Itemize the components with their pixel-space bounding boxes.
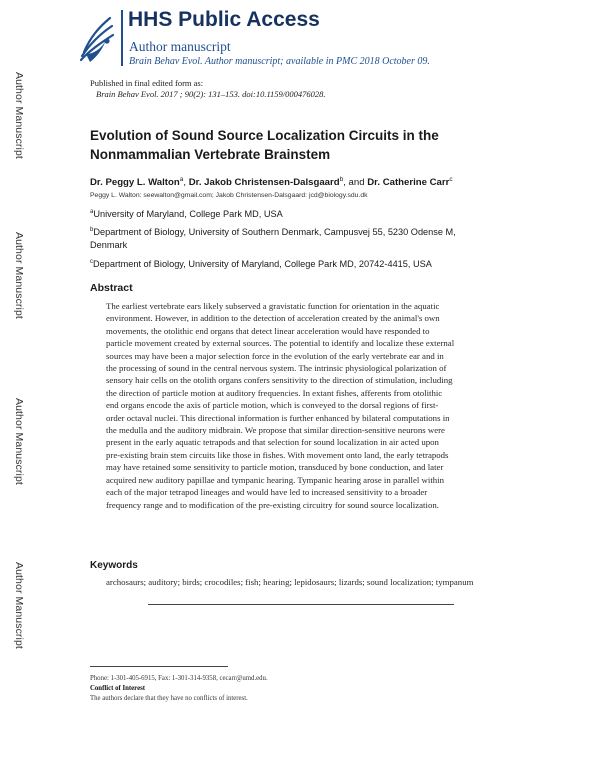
abstract-line: sensory hair cells on the otolith organs confers sensitivity to the direction of stimulation, including <box>106 375 453 386</box>
author-list: Dr. Peggy L. Walton$^a$, Dr. Jakob Christensen-Dalsgaard$^b$, and Dr. Catherine Carr$^c$ <box>90 176 453 189</box>
author-emails: Peggy L. Walton: seewalton@gmail.com; Jakob Christensen-Dalsgaard: jcd@biology.sdu.dk <box>90 192 368 199</box>
abstract-line: present in the early aquatic tetrapods and that selection for sound localization in air acted upon <box>106 437 439 448</box>
abstract-line: pre-existing brain stem circuits like those in fishes. With movement onto land, the early tetrapods <box>106 449 449 460</box>
keywords-heading: Keywords <box>90 560 138 571</box>
abstract-line: sources may have been a major selection force in the evolution of the early vertebrate ear and in <box>106 350 444 361</box>
abstract-line: the medulla and the auditory midbrain. We propose that similar direction-sensitive neurons were <box>106 425 445 436</box>
abstract-line: order octaval nuclei. This directional information is further enhanced by bilateral computations in <box>106 412 450 423</box>
hhs-eagle-logo-icon <box>76 8 118 66</box>
author-name: Dr. Peggy L. Walton <box>90 177 180 189</box>
author-manuscript-label-3: Author Manuscript <box>13 398 25 485</box>
publication-label: Published in final edited form as: <box>90 78 204 88</box>
abstract-line: particle movement created by external sources. The potential to identify and localize these external <box>106 338 455 349</box>
author-affiliation-mark: c <box>449 176 453 183</box>
publication-citation: Brain Behav Evol. 2017 ; 90(2): 131–153. doi:10.1159/000476028. <box>96 89 326 99</box>
author-manuscript-label-4: Author Manuscript <box>13 562 25 649</box>
contact-info: Phone: 1-301-405-6915, Fax: 1-301-314-9358, cecarr@umd.edu. <box>90 675 268 682</box>
footnotes <box>90 674 268 704</box>
hhs-title: HHS Public Access <box>128 8 320 31</box>
hhs-subtitle: Author manuscript <box>129 39 231 54</box>
affiliation-a: $^a$University of Maryland, College Park MD, USA <box>90 209 283 220</box>
keywords-divider <box>148 604 454 605</box>
footnote-divider <box>90 666 228 667</box>
abstract-line: movements, the otolithic end organs that detect linear acceleration would have responded to <box>106 325 430 336</box>
article-title: Evolution of Sound Source Localization Circuits in the Nonmammalian Vertebrate Brainstem <box>90 128 439 162</box>
abstract-line: each of the major tetrapod lineages and would have led to increased sensitivity to a broader <box>106 487 428 498</box>
author-manuscript-label-2: Author Manuscript <box>13 232 25 319</box>
abstract-heading: Abstract <box>90 282 133 294</box>
abstract-line: end organs encode the axis of particle motion, which is conveyed to the dorsal regions of first- <box>106 400 439 411</box>
conflict-statement: The authors declare that they have no conflicts of interest. <box>90 695 248 702</box>
affiliation-b: $^b$Department of Biology, University of Southern Denmark, Campusvej 55, 5230 Odense M, Denmark <box>90 227 456 251</box>
publication-note <box>90 78 326 100</box>
author-name: Dr. Jakob Christensen-Dalsgaard <box>188 177 340 189</box>
abstract-line: the processing of sound in the central nervous system. The intrinsic physiological polarization of <box>106 363 447 374</box>
abstract-line: the direction of particle motion at auditory frequencies. In extant fishes, afferents from otolithic <box>106 387 443 398</box>
conflict-heading: Conflict of Interest <box>90 685 145 692</box>
author-name: Dr. Catherine Carr <box>367 177 450 189</box>
abstract-body <box>106 300 520 511</box>
journal-availability: Brain Behav Evol. Author manuscript; available in PMC 2018 October 09. <box>129 56 430 67</box>
keywords-list: archosaurs; auditory; birds; crocodiles; fish; hearing; lepidosaurs; lizards; sound localization; tympanum <box>106 577 474 587</box>
author-affiliation-mark: a <box>179 176 184 183</box>
abstract-line: frequency range and to modification of the pre-existing circuitry for sound source localization. <box>106 499 439 510</box>
author-affiliation-mark: b <box>339 176 344 183</box>
author-manuscript-label-1: Author Manuscript <box>13 72 25 159</box>
abstract-line: may have retained some sensitivity to particle motion, transduced by bone conduction, and later <box>106 462 444 473</box>
hhs-header <box>76 8 576 70</box>
affiliation-c: $^c$Department of Biology, University of Maryland, College Park MD, 20742-4415, USA <box>90 259 432 270</box>
abstract-line: The earliest vertebrate ears likely subserved a gravistatic function for orientation in the aquatic <box>106 301 440 311</box>
header-divider <box>121 10 123 66</box>
abstract-line: acquired new auditory papillae and tympanic hearing. Tympanic hearing arose in parallel within <box>106 474 445 485</box>
abstract-line: environment. However, in addition to the detection of acceleration created by the animal's own <box>106 313 440 324</box>
